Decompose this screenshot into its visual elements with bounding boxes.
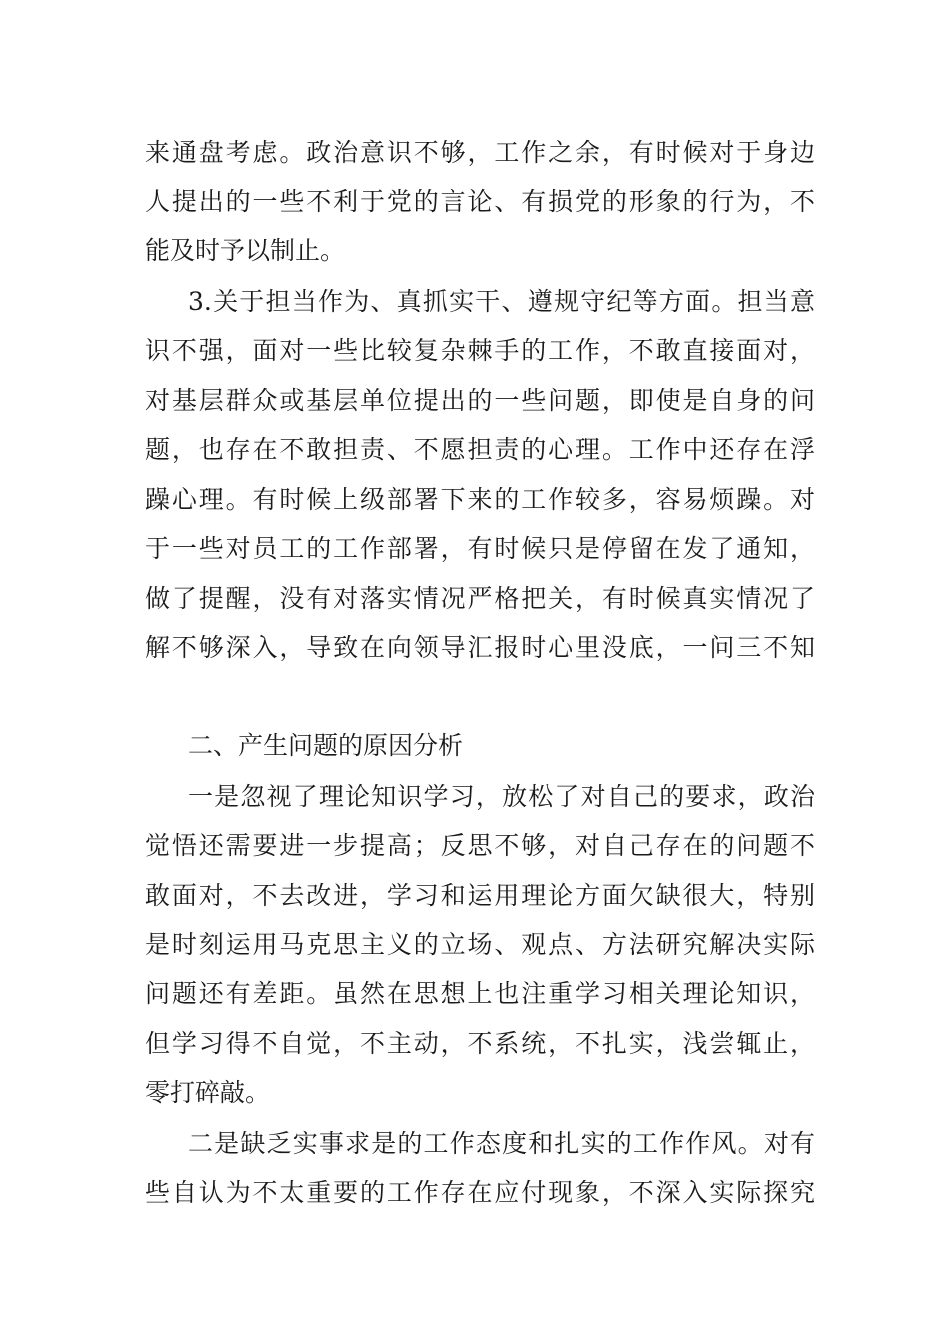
text-line: 能及时予以制止。: [145, 236, 346, 265]
text-line: 觉悟还需要进一步提高；反思不够，对自己存在的问题不: [145, 831, 815, 860]
text-line: 3.关于担当作为、真抓实干、遵规守纪等方面。担当意: [188, 287, 815, 316]
text-line: 是时刻运用马克思主义的立场、观点、方法研究解决实际: [145, 930, 815, 959]
text-line: 人提出的一些不利于党的言论、有损党的形象的行为，不: [145, 187, 815, 216]
text-line: 问题还有差距。虽然在思想上也注重学习相关理论知识，: [145, 979, 815, 1008]
text-line: 来通盘考虑。政治意识不够，工作之余，有时候对于身边: [145, 138, 815, 167]
text-line: 解不够深入，导致在向领导汇报时心里没底，一问三不知: [145, 633, 815, 662]
text-line: 但学习得不自觉，不主动，不系统，不扎实，浅尝辄止，: [145, 1029, 815, 1058]
text-line: 于一些对员工的工作部署，有时候只是停留在发了通知，: [145, 534, 815, 563]
text-line: 一是忽视了理论知识学习，放松了对自己的要求，政治: [188, 782, 815, 811]
text-line: 对基层群众或基层单位提出的一些问题，即使是自身的问: [145, 386, 815, 415]
section-heading: 二、产生问题的原因分析: [188, 731, 464, 760]
text-line: 零打碎敲。: [145, 1078, 271, 1107]
text-line: 躁心理。有时候上级部署下来的工作较多，容易烦躁。对: [145, 485, 815, 514]
text-line: 做了提醒，没有对落实情况严格把关，有时候真实情况了: [145, 584, 815, 613]
text-line: 题，也存在不敢担责、不愿担责的心理。工作中还存在浮: [145, 435, 815, 464]
text-line: 敢面对，不去改进，学习和运用理论方面欠缺很大，特别: [145, 881, 815, 910]
text-line: 识不强，面对一些比较复杂棘手的工作，不敢直接面对，: [145, 336, 815, 365]
text-line: 些自认为不太重要的工作存在应付现象，不深入实际探究: [145, 1178, 815, 1207]
text-line: 二是缺乏实事求是的工作态度和扎实的工作作风。对有: [188, 1129, 815, 1158]
